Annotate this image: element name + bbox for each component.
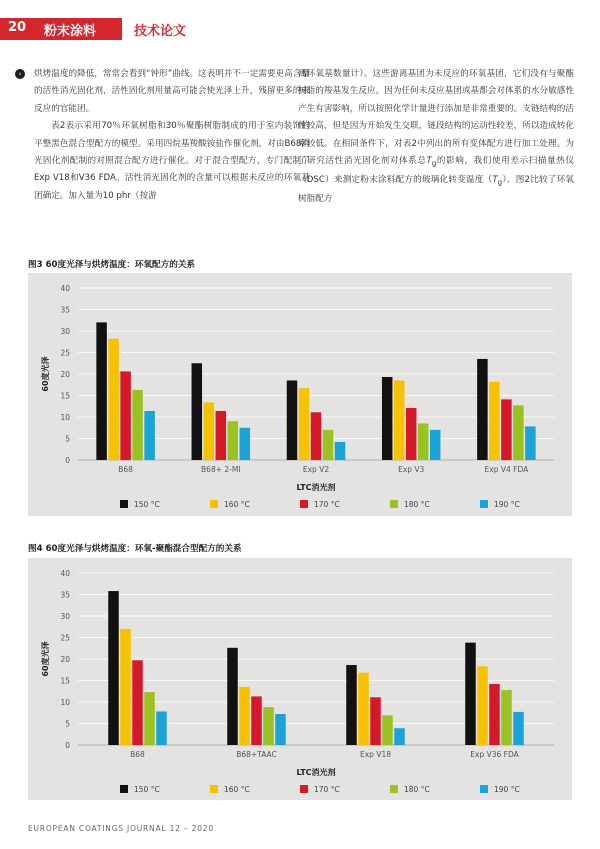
- y-tick-label: 15: [60, 676, 70, 686]
- bar: [465, 643, 476, 745]
- category-title: 技术论文: [134, 24, 187, 39]
- y-tick-label: 25: [60, 633, 70, 643]
- bar: [263, 707, 274, 745]
- legend-swatch: [120, 500, 128, 508]
- legend-swatch: [480, 785, 488, 793]
- bar: [108, 339, 119, 460]
- bar: [382, 377, 393, 460]
- bar: [406, 408, 417, 460]
- tg-symbol: T: [426, 156, 432, 167]
- tg-subscript: g: [497, 177, 503, 187]
- bar: [358, 673, 369, 745]
- y-tick-label: 20: [60, 370, 70, 379]
- legend-swatch: [390, 500, 398, 508]
- y-tick-label: 40: [60, 569, 70, 578]
- x-tick-label: Exp V2: [302, 465, 330, 474]
- bar: [120, 629, 131, 745]
- figure4-caption: 图4 60度光泽与烘烤温度：环氧-聚酯混合型配方的关系: [28, 544, 242, 554]
- header-bar: [0, 18, 122, 40]
- x-tick-label: B68: [130, 750, 145, 759]
- tg-symbol: T: [492, 175, 498, 186]
- y-tick-label: 30: [60, 327, 70, 336]
- legend-swatch: [210, 785, 218, 793]
- figure3-chart-panel: [28, 273, 572, 516]
- page-number: 20: [8, 20, 27, 35]
- y-tick-label: 10: [60, 413, 70, 422]
- bar: [251, 696, 262, 745]
- y-tick-label: 30: [60, 612, 70, 621]
- paragraph: 烘烤温度的降低，常常会看到“钟形”曲线。这表明并不一定需要更高含量的活性消光固化剂，活性固化剂用量高可能会使光泽上升，残留更多的未反应的官能团。: [34, 69, 310, 114]
- bar: [335, 442, 346, 460]
- figure4-chart-panel: [28, 558, 572, 800]
- figure3-chart: [28, 273, 572, 516]
- figure4-chart: [28, 558, 572, 800]
- legend-swatch: [300, 500, 308, 508]
- legend-label: 190 °C: [494, 785, 520, 794]
- y-axis-label: 60度光泽: [41, 356, 50, 392]
- bar: [513, 712, 524, 745]
- legend-label: 180 °C: [404, 500, 430, 509]
- x-axis-label: LTC消光剂: [296, 483, 336, 492]
- body-column-right: [298, 66, 574, 209]
- x-axis-label: LTC消光剂: [296, 768, 336, 777]
- text-run: 的影响，我们使用差示扫描量热仪（DSC）来测定粉末涂料配方的玻璃化转变温度（: [298, 156, 574, 186]
- bar: [240, 428, 251, 460]
- legend-swatch: [480, 500, 488, 508]
- x-tick-label: Exp V4 FDA: [484, 465, 529, 474]
- bar: [430, 430, 441, 460]
- bar: [489, 382, 500, 460]
- tg-subscript: g: [431, 158, 437, 168]
- legend-label: 150 °C: [134, 785, 160, 794]
- bar: [120, 371, 131, 460]
- text-run: 离环氧基数量计）。这些游离基团为未反应的环氧基团，它们没有与聚酯树脂的羧基发生反应。因为任何未反应基团或基都会对体系的水分敏感性产生有害影响，所以按照化学计量进行添加是非常重要的。支链结构的活性较高，但是因为开始发生交联，链段结构的运动性较差，所以造成转化率较低。在相同条件下，对表2中列出的所有变体配方进行加工处理。为了研究活性消光固化剂对体系总: [298, 69, 574, 167]
- x-tick-label: B68+TAAC: [236, 750, 277, 759]
- bar: [144, 411, 155, 460]
- bar: [501, 690, 512, 745]
- x-tick-label: Exp V36 FDA: [470, 750, 519, 759]
- bar: [501, 399, 512, 460]
- bar: [228, 421, 239, 460]
- bar: [132, 390, 143, 460]
- y-tick-label: 15: [60, 391, 70, 401]
- paragraph: 表2表示采用70％环氧树脂和30％聚酯树脂制成的用于室内装饰的平整黑色混合型配方的模型。采用四烷基羧酸铵盐作催化剂，对由B68消光固化剂配制的对照混合配方进行催化。对于混合型配方，专门配制了Exp V18和V36 FDA。活性消光固化剂的含量可以根据未反应的环氧基团确定。加入量为10 phr（按游: [34, 121, 310, 201]
- bar: [394, 728, 405, 745]
- legend-swatch: [390, 785, 398, 793]
- bar: [418, 423, 429, 460]
- bar: [311, 412, 322, 460]
- bar: [513, 405, 524, 460]
- text-run: ）。图2比较了环氧树脂配方: [298, 175, 575, 205]
- y-tick-label: 10: [60, 698, 70, 707]
- y-tick-label: 25: [60, 348, 70, 358]
- x-tick-label: Exp V3: [398, 465, 425, 474]
- bar: [382, 715, 393, 745]
- bar: [370, 697, 381, 745]
- legend-label: 190 °C: [494, 500, 520, 509]
- bar: [489, 684, 500, 745]
- legend-swatch: [210, 500, 218, 508]
- x-tick-label: Exp V18: [360, 750, 391, 759]
- legend-label: 170 °C: [314, 785, 340, 794]
- bar: [132, 660, 143, 745]
- bar: [477, 359, 488, 460]
- section-title: 粉末涂料: [44, 24, 97, 39]
- x-tick-label: B68: [118, 465, 133, 474]
- legend-swatch: [120, 785, 128, 793]
- legend-swatch: [300, 785, 308, 793]
- legend-label: 160 °C: [224, 785, 250, 794]
- bar: [156, 711, 167, 745]
- bar: [275, 714, 286, 745]
- body-column-left: [34, 66, 310, 205]
- bar: [216, 411, 227, 460]
- bar: [239, 687, 250, 745]
- bar: [525, 426, 536, 460]
- legend-label: 170 °C: [314, 500, 340, 509]
- bar: [108, 591, 119, 745]
- y-tick-label: 5: [65, 719, 70, 729]
- bar: [477, 666, 488, 745]
- figure3-caption: 图3 60度光泽与烘烤温度：环氧配方的关系: [28, 260, 196, 270]
- bar: [323, 430, 334, 460]
- x-tick-label: B68+ 2-MI: [201, 465, 241, 474]
- y-tick-label: 40: [60, 284, 70, 293]
- arrow-bullet-icon: ›: [15, 69, 25, 79]
- bar: [96, 322, 107, 460]
- y-tick-label: 0: [65, 456, 70, 465]
- bar: [227, 648, 238, 745]
- bar: [394, 380, 405, 460]
- bar: [192, 363, 203, 460]
- bar: [287, 380, 298, 460]
- y-tick-label: 35: [60, 305, 70, 315]
- y-tick-label: 5: [65, 434, 70, 444]
- y-tick-label: 20: [60, 655, 70, 664]
- legend-label: 150 °C: [134, 500, 160, 509]
- y-axis-label: 60度光泽: [41, 641, 50, 677]
- legend-label: 180 °C: [404, 785, 430, 794]
- legend-label: 160 °C: [224, 500, 250, 509]
- journal-footer: EUROPEAN COATINGS JOURNAL 12 – 2020: [28, 824, 214, 833]
- bar: [144, 692, 155, 745]
- paragraph: [298, 66, 574, 209]
- y-tick-label: 35: [60, 590, 70, 600]
- bar: [204, 402, 215, 460]
- bar: [346, 665, 357, 745]
- bar: [299, 388, 310, 460]
- y-tick-label: 0: [65, 741, 70, 750]
